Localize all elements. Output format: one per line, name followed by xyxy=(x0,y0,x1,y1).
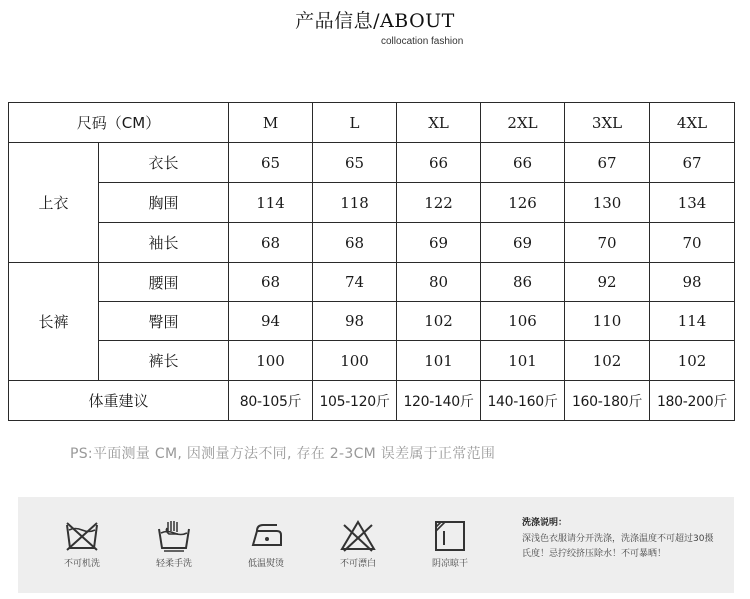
table-cell: 66 xyxy=(397,143,481,183)
size-header-row xyxy=(9,103,735,143)
size-header: XL xyxy=(397,103,481,143)
table-cell: 69 xyxy=(397,223,481,263)
table-row xyxy=(9,143,735,183)
table-cell: 68 xyxy=(229,263,313,302)
care-item xyxy=(52,519,112,569)
table-cell: 102 xyxy=(650,341,735,381)
care-item xyxy=(236,519,296,569)
table-cell: 74 xyxy=(313,263,397,302)
care-item xyxy=(144,519,204,569)
table-cell: 65 xyxy=(229,143,313,183)
table-cell: 67 xyxy=(565,143,650,183)
table-cell: 67 xyxy=(650,143,735,183)
table-cell: 70 xyxy=(565,223,650,263)
table-cell: 100 xyxy=(313,341,397,381)
group-label: 长裤 xyxy=(9,263,99,381)
table-cell: 101 xyxy=(481,341,565,381)
size-header: M xyxy=(229,103,313,143)
table-cell: 114 xyxy=(229,183,313,223)
table-cell: 86 xyxy=(481,263,565,302)
size-header: 4XL xyxy=(650,103,735,143)
measurement-note: PS:平面测量 CM, 因测量方法不同, 存在 2-3CM 误差属于正常范围 xyxy=(70,446,496,462)
table-cell: 122 xyxy=(397,183,481,223)
row-label: 腰围 xyxy=(99,263,229,302)
size-header: 2XL xyxy=(481,103,565,143)
row-label: 胸围 xyxy=(99,183,229,223)
table-cell: 94 xyxy=(229,302,313,341)
table-cell: 110 xyxy=(565,302,650,341)
care-label: 轻柔手洗 xyxy=(155,559,192,569)
table-cell: 68 xyxy=(313,223,397,263)
wash-instructions xyxy=(522,515,722,562)
no-machine-wash-icon xyxy=(64,519,100,553)
care-label: 阴凉晾干 xyxy=(431,559,468,569)
table-cell: 130 xyxy=(565,183,650,223)
weight-cell: 80-105斤 xyxy=(229,381,313,421)
care-label: 低温熨烫 xyxy=(247,559,284,569)
table-cell: 80 xyxy=(397,263,481,302)
low-temp-iron-icon xyxy=(247,519,285,553)
no-bleach-icon xyxy=(339,519,377,553)
table-cell: 126 xyxy=(481,183,565,223)
table-cell: 68 xyxy=(229,223,313,263)
weight-row xyxy=(9,381,735,421)
care-item xyxy=(420,519,480,569)
weight-cell: 140-160斤 xyxy=(481,381,565,421)
table-cell: 70 xyxy=(650,223,735,263)
care-label: 不可漂白 xyxy=(339,559,376,569)
size-header: L xyxy=(313,103,397,143)
gentle-hand-wash-icon xyxy=(156,519,192,553)
wash-text: 深浅色衣服请分开洗涤，洗涤温度不可超过30摄氏度！忌拧绞挤压除水！不可暴晒！ xyxy=(522,534,714,559)
page-subtitle: collocation fashion xyxy=(381,36,464,47)
wash-title: 洗涤说明： xyxy=(522,518,568,528)
table-row xyxy=(9,223,735,263)
weight-cell: 160-180斤 xyxy=(565,381,650,421)
row-label: 臀围 xyxy=(99,302,229,341)
table-cell: 114 xyxy=(650,302,735,341)
table-cell: 98 xyxy=(313,302,397,341)
table-cell: 66 xyxy=(481,143,565,183)
table-cell: 69 xyxy=(481,223,565,263)
table-cell: 101 xyxy=(397,341,481,381)
row-label: 衣长 xyxy=(99,143,229,183)
weight-cell: 180-200斤 xyxy=(650,381,735,421)
page-title: 产品信息/ABOUT xyxy=(295,10,455,32)
row-label: 裤长 xyxy=(99,341,229,381)
table-row xyxy=(9,263,735,302)
weight-cell: 120-140斤 xyxy=(397,381,481,421)
table-cell: 98 xyxy=(650,263,735,302)
group-label: 上衣 xyxy=(9,143,99,263)
care-item xyxy=(328,519,388,569)
shade-dry-icon xyxy=(432,519,468,553)
size-header: 3XL xyxy=(565,103,650,143)
table-cell: 134 xyxy=(650,183,735,223)
row-label: 袖长 xyxy=(99,223,229,263)
care-instructions-panel xyxy=(18,497,734,593)
care-label: 不可机洗 xyxy=(63,559,100,569)
table-cell: 102 xyxy=(397,302,481,341)
table-row xyxy=(9,302,735,341)
corner-label: 尺码（CM） xyxy=(9,103,229,143)
table-cell: 92 xyxy=(565,263,650,302)
table-row xyxy=(9,341,735,381)
size-table xyxy=(8,102,735,421)
table-row xyxy=(9,183,735,223)
weight-label: 体重建议 xyxy=(9,381,229,421)
weight-cell: 105-120斤 xyxy=(313,381,397,421)
table-cell: 106 xyxy=(481,302,565,341)
table-cell: 100 xyxy=(229,341,313,381)
table-cell: 102 xyxy=(565,341,650,381)
table-cell: 118 xyxy=(313,183,397,223)
table-cell: 65 xyxy=(313,143,397,183)
